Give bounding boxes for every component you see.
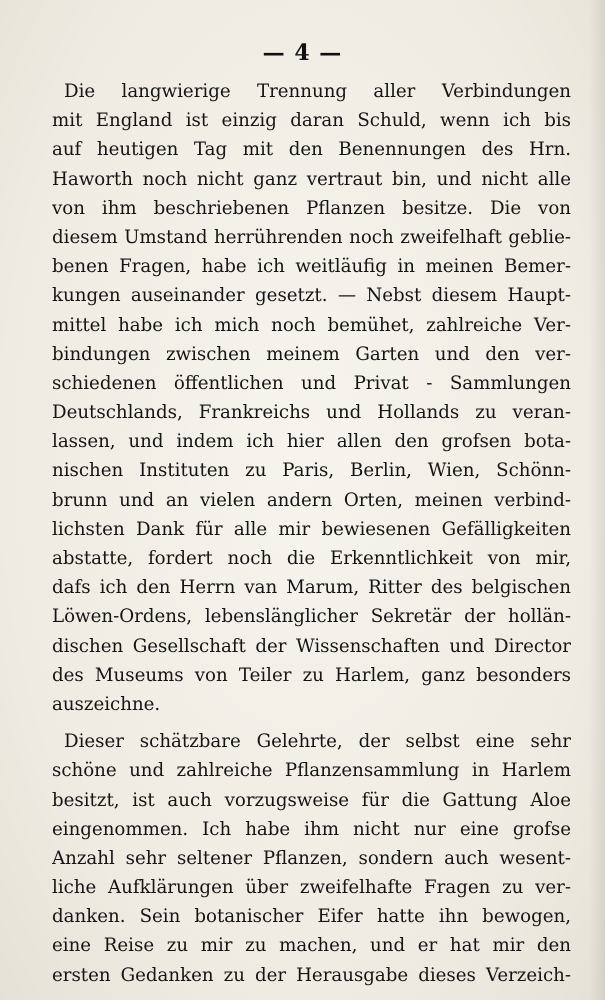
text-line: dafs ich den Herrn van Marum, Ritter des belgischen <box>52 577 571 599</box>
text-line: von ihm beschriebenen Pflanzen besitze. Die von <box>52 197 571 219</box>
text-line: auszeichne. <box>52 693 161 715</box>
text-line: ersten Gedanken zu der Herausgabe dieses Verzeich- <box>52 964 571 986</box>
text-line: dischen Gesellschaft der Wissenschaften und Director <box>52 635 571 657</box>
text-line: benen Fragen, habe ich weitläufig in meinen Bemer- <box>52 256 571 278</box>
paragraph-2 <box>52 727 571 990</box>
text-line: mit England ist einzig daran Schuld, wenn ich bis <box>52 110 571 132</box>
text-line: schiedenen öffentlichen und Privat - Sammlungen <box>52 372 571 394</box>
text-line: abstatte, fordert noch die Erkenntlichkeit von mir, <box>52 548 571 569</box>
text-line: danken. Sein botanischer Eifer hatte ihn bewogen, <box>52 906 571 928</box>
text-line: Löwen-Ordens, lebenslänglicher Sekretär der hollän- <box>52 606 571 628</box>
body-text <box>52 77 571 990</box>
text-line: Anzahl sehr seltener Pflanzen, sondern auch wesent- <box>52 847 571 869</box>
text-line: bindungen zwischen meinem Garten und den ver- <box>52 343 571 365</box>
text-line: eingenommen. Ich habe ihm nicht nur eine grofse <box>52 818 571 840</box>
page-number: — 4 — <box>262 40 343 66</box>
text-line: brunn und an vielen andern Orten, meinen verbind- <box>52 489 571 511</box>
text-line: Deutschlands, Frankreichs und Hollands zu veran- <box>52 402 571 424</box>
text-line: des Museums von Teiler zu Harlem, ganz besonders <box>52 664 571 686</box>
text-line: diesem Umstand herrührenden noch zweifelhaft geblie- <box>52 226 571 248</box>
text-line: Haworth noch nicht ganz vertraut bin, und nicht alle <box>52 168 571 190</box>
text-line: eine Reise zu mir zu machen, und er hat mir den <box>52 935 571 957</box>
text-line: Die langwierige Trennung aller Verbindungen <box>64 81 571 102</box>
text-line: schöne und zahlreiche Pflanzensammlung in Harlem <box>52 760 571 782</box>
text-line: auf heutigen Tag mit den Benennungen des Hrn. <box>52 139 571 161</box>
text-line: lichsten Dank für alle mir bewiesenen Gefälligkeiten <box>52 518 571 540</box>
text-line: mittel habe ich mich noch bemühet, zahlreiche Ver- <box>52 314 571 336</box>
text-line: liche Aufklärungen über zweifelhafte Fragen zu ver- <box>52 877 571 899</box>
paragraph-1 <box>52 77 571 719</box>
text-line: kungen auseinander gesetzt. — Nebst diesem Haupt- <box>52 285 571 307</box>
text-line: nischen Instituten zu Paris, Berlin, Wien, Schönn- <box>52 460 571 482</box>
paragraph-gap <box>52 719 571 727</box>
text-line: besitzt, ist auch vorzugsweise für die Gattung Aloe <box>52 789 571 811</box>
page-edge-shadow <box>589 0 605 1000</box>
text-line: Dieser schätzbare Gelehrte, der selbst eine sehr <box>64 731 571 753</box>
text-line: lassen, und indem ich hier allen den grofsen bota- <box>52 431 571 453</box>
